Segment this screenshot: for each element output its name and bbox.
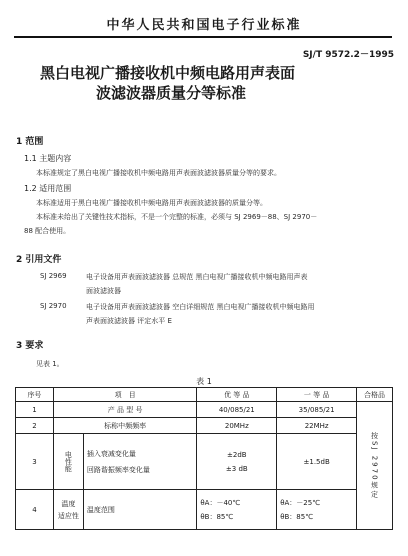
table-row [16,418,393,434]
row-3-quality-a: ±2dB [227,450,247,459]
table-header-row [16,388,393,402]
row-3-quality-b: ±3 dB [225,464,248,473]
row-3-quality [197,434,277,490]
section-1-heading: 1 范围 [16,137,44,147]
row-2-quality: 20MHz [197,418,277,434]
section-1-1-heading: 1.1 主题内容 [24,154,72,163]
row-3-no: 3 [16,434,54,490]
table-row [16,402,393,418]
row-4-group-b: 适应性 [57,511,79,520]
row-2-first: 22MHz [277,418,357,434]
row-4-quality [197,490,277,530]
section-1-2-text-1: 本标准适用于黑白电视广播接收机中频电路用声表面波滤波器的质量分等。 [36,199,267,207]
row-1-first: 35/085/21 [277,402,357,418]
row-3-first-b: ±1.5dB [303,457,330,466]
row-4-group [53,490,83,530]
header-quality: 优 等 品 [197,388,277,402]
row-4-group-a: 温度 [61,499,76,508]
section-1-1-text: 本标准规定了黑白电视广播接收机中频电路用声表面波滤波器质量分等的要求。 [36,169,281,177]
ref-1-code: SJ 2969 [40,272,67,280]
header-pass: 合格品 [357,388,393,402]
row-4-item: 温度范围 [83,490,197,530]
section-1-2-text-2b: 88 配合使用。 [24,227,71,235]
ref-1-text-b: 面波滤波器 [86,287,121,295]
row-4-first [277,490,357,530]
row-4-first-b: θB：85℃ [280,512,314,521]
row-1-no: 1 [16,402,54,418]
row-2-no: 2 [16,418,54,434]
ref-2-text-b: 声表面波滤波器 评定水平 E [86,317,172,325]
row-4-first-a: θA：－25℃ [280,498,321,507]
section-1-2-text-2a: 本标准未给出了关键性技术指标，不是一个完整的标准，必须与 SJ 2969－88、SJ 2970－ [36,213,318,221]
row-1-item: 产 品 型 号 [53,402,197,418]
section-2-heading: 2 引用文件 [16,255,62,265]
row-3-item-b: 回路谐振频率变化量 [86,465,150,474]
title-line-2: 波滤波器质量分等标准 [96,84,247,102]
ref-2-text-a: 电子设备用声表面波滤波器 空白详细规范 黑白电视广播接收机中频电路用 [86,303,315,311]
ref-1-text-a: 电子设备用声表面波滤波器 总规范 黑白电视广播接收机中频电路用声表 [86,273,308,281]
row-4-quality-a: θA：－40℃ [200,498,241,507]
row-2-item: 标称中频频率 [53,418,197,434]
row-3-group: 电性能 [53,434,83,490]
section-3-text: 见表 1。 [36,360,64,368]
row-1-quality: 40/085/21 [197,402,277,418]
row-3-items [83,434,197,490]
pass-column: 按SJ 2970规定 [357,402,393,530]
row-3-item-a: 插入衰减变化量 [86,449,136,458]
standard-code: SJ/T 9572.2－1995 [302,50,394,60]
header-item: 项 目 [53,388,197,402]
row-3-first [277,434,357,490]
header-first: 一 等 品 [277,388,357,402]
title-line-1: 黑白电视广播接收机中频电路用声表面 [40,64,296,82]
section-1-2-heading: 1.2 适用范围 [24,184,72,193]
header-no: 序号 [16,388,54,402]
ref-2-code: SJ 2970 [40,302,67,310]
header-rule [14,36,392,38]
standard-header: 中华人民共和国电子行业标准 [106,18,302,33]
table-caption: 表 1 [196,377,212,386]
row-4-quality-b: θB：85℃ [200,512,234,521]
spec-table [15,387,393,530]
table-row [16,490,393,530]
row-4-no: 4 [16,490,54,530]
section-3-heading: 3 要求 [16,341,44,351]
table-row [16,434,393,490]
